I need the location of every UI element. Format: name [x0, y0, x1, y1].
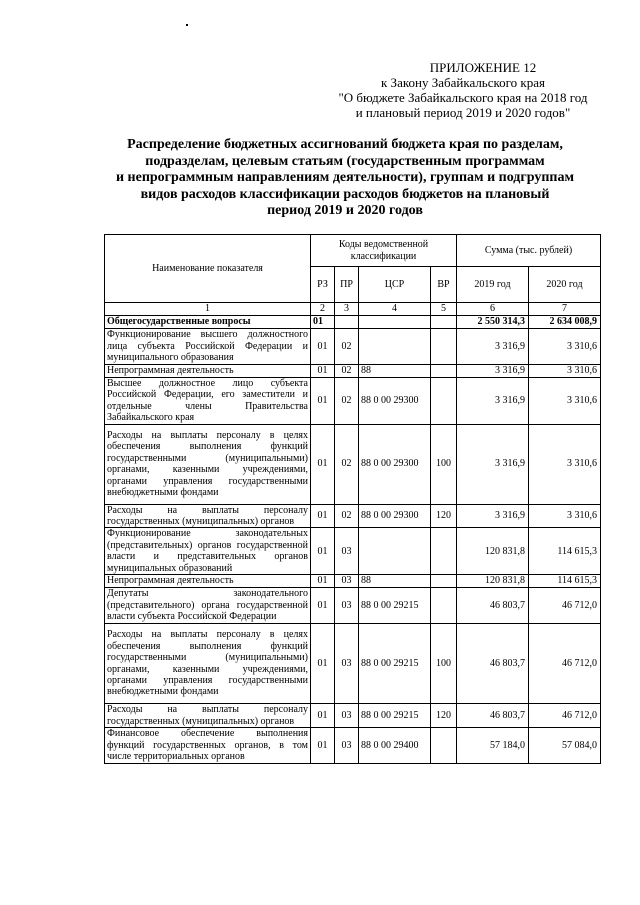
row-name: Депутаты законодательного (представительного) органа государственной власти субъекта Российской Федерации — [105, 588, 311, 624]
header-sum: Сумма (тыс. рублей) — [457, 235, 601, 267]
row-pr: 02 — [335, 424, 359, 504]
row-rz: 01 — [311, 728, 335, 764]
row-2020: 3 310,6 — [529, 329, 601, 365]
table-row — [105, 365, 601, 378]
row-2019: 3 316,9 — [457, 365, 529, 378]
row-2019: 3 316,9 — [457, 329, 529, 365]
row-pr: 03 — [335, 528, 359, 575]
row-2019: 3 316,9 — [457, 378, 529, 425]
table-row — [105, 588, 601, 624]
row-2020: 114 615,3 — [529, 575, 601, 588]
row-pr: 02 — [335, 378, 359, 425]
table-row — [105, 575, 601, 588]
row-rz: 01 — [311, 624, 335, 704]
row-2019: 46 803,7 — [457, 588, 529, 624]
column-number: 1 — [105, 303, 311, 316]
table-row — [105, 704, 601, 728]
header-vr: ВР — [431, 267, 457, 303]
row-pr: 03 — [335, 704, 359, 728]
row-rz: 01 — [311, 504, 335, 528]
row-rz: 01 — [311, 365, 335, 378]
row-2020: 2 634 008,9 — [529, 316, 601, 329]
budget-table — [104, 234, 601, 764]
table-row — [105, 624, 601, 704]
column-number: 2 — [311, 303, 335, 316]
column-number: 7 — [529, 303, 601, 316]
row-name: Непрограммная деятельность — [105, 365, 311, 378]
row-name: Высшее должностное лицо субъекта Российской Федерации, его заместители и отдельные члены Правительства Забайкальского края — [105, 378, 311, 425]
row-csr: 88 — [359, 575, 431, 588]
row-2020: 46 712,0 — [529, 704, 601, 728]
row-vr: 120 — [431, 704, 457, 728]
row-csr: 88 0 00 29300 — [359, 424, 431, 504]
row-name: Расходы на выплаты персоналу в целях обеспечения выполнения функций государственными (муниципальными) органами, казенными учреждениями, органами управления государственными внебюджетными фондами — [105, 624, 311, 704]
row-vr — [431, 588, 457, 624]
row-vr — [431, 365, 457, 378]
row-pr: 02 — [335, 365, 359, 378]
row-2020: 46 712,0 — [529, 624, 601, 704]
row-rz: 01 — [311, 378, 335, 425]
row-2019: 57 184,0 — [457, 728, 529, 764]
table-row — [105, 504, 601, 528]
title-line-1: Распределение бюджетных ассигнований бюджета края по разделам, — [127, 137, 563, 152]
stray-dot — [186, 24, 188, 26]
row-pr: 03 — [335, 588, 359, 624]
row-rz: 01 — [311, 575, 335, 588]
row-vr — [431, 528, 457, 575]
appendix-number: ПРИЛОЖЕНИЕ 12 — [429, 60, 537, 75]
row-name: Функционирование законодательных (представительных) органов государственной власти и представительных органов муниципальных образований — [105, 528, 311, 575]
row-vr: 100 — [431, 424, 457, 504]
row-pr: 02 — [335, 329, 359, 365]
row-vr — [431, 316, 457, 329]
row-rz: 01 — [311, 329, 335, 365]
header-csr: ЦСР — [359, 267, 431, 303]
row-csr — [359, 528, 431, 575]
row-pr: 03 — [335, 728, 359, 764]
row-2019: 46 803,7 — [457, 704, 529, 728]
row-2020: 3 310,6 — [529, 504, 601, 528]
row-2019: 120 831,8 — [457, 575, 529, 588]
table-row — [105, 378, 601, 425]
row-2019: 120 831,8 — [457, 528, 529, 575]
row-vr: 120 — [431, 504, 457, 528]
row-pr — [335, 316, 359, 329]
row-2019: 3 316,9 — [457, 504, 529, 528]
row-rz: 01 — [311, 424, 335, 504]
row-csr — [359, 316, 431, 329]
row-csr: 88 0 00 29215 — [359, 624, 431, 704]
row-name: Расходы на выплаты персоналу государственных (муниципальных) органов — [105, 704, 311, 728]
column-numbers-row — [105, 303, 601, 316]
header-codes: Коды ведомственной классификации — [311, 235, 457, 267]
row-vr: 100 — [431, 624, 457, 704]
document-title — [100, 137, 590, 220]
row-csr — [359, 329, 431, 365]
row-pr: 03 — [335, 575, 359, 588]
appendix-law: к Закону Забайкальского края — [380, 75, 545, 90]
header-pr: ПР — [335, 267, 359, 303]
column-number: 5 — [431, 303, 457, 316]
table-row — [105, 528, 601, 575]
row-name: Расходы на выплаты персоналу в целях обеспечения выполнения функций государственными (муниципальными) органами, казенными учреждениями, органами управления государственными внебюджетными фондами — [105, 424, 311, 504]
row-csr: 88 0 00 29215 — [359, 588, 431, 624]
row-pr: 02 — [335, 504, 359, 528]
row-rz: 01 — [311, 316, 335, 329]
table-row — [105, 424, 601, 504]
header-2020: 2020 год — [529, 267, 601, 303]
table-row — [105, 329, 601, 365]
row-name: Функционирование высшего должностного лица субъекта Российской Федерации и муниципального образования — [105, 329, 311, 365]
title-line-4: видов расходов классификации расходов бюджетов на плановый — [140, 186, 550, 202]
row-vr — [431, 329, 457, 365]
header-2019: 2019 год — [457, 267, 529, 303]
row-vr — [431, 378, 457, 425]
row-csr: 88 0 00 29300 — [359, 378, 431, 425]
row-csr: 88 0 00 29400 — [359, 728, 431, 764]
title-line-3: и непрограммным направлениям деятельности), группам и подгруппам — [115, 170, 575, 185]
row-name: Финансовое обеспечение выполнения функций государственных органов, в том числе территориальных органов — [105, 728, 311, 764]
header-name: Наименование показателя — [105, 235, 311, 303]
title-line-2: подразделам, целевым статьям (государственным программам — [145, 153, 545, 169]
row-rz: 01 — [311, 704, 335, 728]
row-csr: 88 0 00 29215 — [359, 704, 431, 728]
row-2020: 114 615,3 — [529, 528, 601, 575]
row-name: Расходы на выплаты персоналу государственных (муниципальных) органов — [105, 504, 311, 528]
row-2020: 3 310,6 — [529, 365, 601, 378]
row-pr: 03 — [335, 624, 359, 704]
row-2019: 2 550 314,3 — [457, 316, 529, 329]
appendix-law-title-1: "О бюджете Забайкальского края на 2018 год — [338, 90, 588, 105]
row-vr — [431, 728, 457, 764]
row-name: Непрограммная деятельность — [105, 575, 311, 588]
row-2019: 3 316,9 — [457, 424, 529, 504]
header-rz: РЗ — [311, 267, 335, 303]
column-number: 6 — [457, 303, 529, 316]
appendix-law-title-2: и плановый период 2019 и 2020 годов" — [355, 105, 571, 120]
title-line-5: период 2019 и 2020 годов — [267, 203, 423, 218]
row-2020: 3 310,6 — [529, 424, 601, 504]
column-number: 3 — [335, 303, 359, 316]
row-csr: 88 — [359, 365, 431, 378]
table-row — [105, 728, 601, 764]
row-2019: 46 803,7 — [457, 624, 529, 704]
appendix-header — [300, 60, 626, 120]
table-row — [105, 316, 601, 329]
row-csr: 88 0 00 29300 — [359, 504, 431, 528]
row-name: Общегосударственные вопросы — [105, 316, 311, 329]
row-2020: 57 084,0 — [529, 728, 601, 764]
row-rz: 01 — [311, 588, 335, 624]
column-number: 4 — [359, 303, 431, 316]
row-rz: 01 — [311, 528, 335, 575]
row-2020: 46 712,0 — [529, 588, 601, 624]
row-2020: 3 310,6 — [529, 378, 601, 425]
row-vr — [431, 575, 457, 588]
